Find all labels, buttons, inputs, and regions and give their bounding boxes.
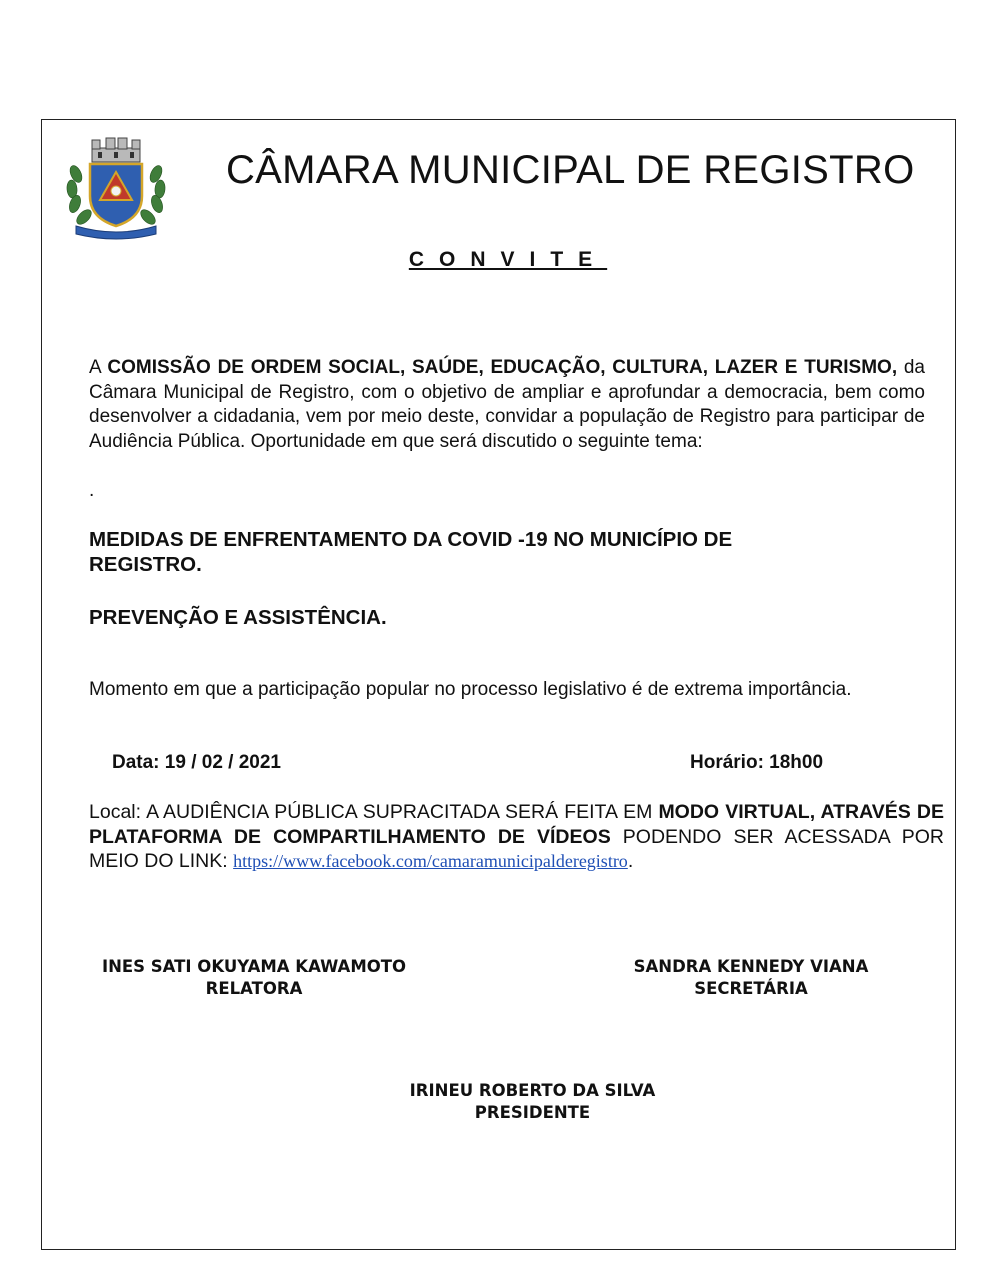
intro-body: da Câmara Municipal de Registro, com o objetivo de ampliar e aprofundar a democracia, bem como desenvolver a cidadania, vem por meio deste, convidar a população de Registro para participar de Audiência Pública. Oportunidade em que será discutido o seguinte tema: [89, 357, 925, 452]
separator-dot: . [89, 480, 95, 501]
signature-presidente [380, 1080, 685, 1124]
signatory-role: RELATORA [205, 979, 303, 998]
committee-name: COMISSÃO DE ORDEM SOCIAL, SAÚDE, EDUCAÇÃO, CULTURA, LAZER E TURISMO, [107, 357, 898, 378]
signature-secretaria [620, 956, 882, 1000]
topic-line: MEDIDAS DE ENFRENTAMENTO DA COVID -19 NO MUNICÍPIO DE REGISTRO. [89, 528, 733, 576]
event-date: Data: 19 / 02 / 2021 [112, 752, 281, 773]
location-paragraph [89, 800, 944, 874]
local-text-1: Local: A AUDIÊNCIA PÚBLICA SUPRACITADA SERÁ FEITA EM [89, 801, 659, 823]
heading-text: CONVITE [408, 248, 608, 271]
local-text-2: PODENDO SER ACESSADA POR MEIO DO LINK: [89, 825, 944, 872]
document-heading [0, 248, 989, 272]
signatory-role: PRESIDENTE [474, 1103, 591, 1122]
signature-relatora [89, 956, 419, 1000]
facebook-link[interactable]: https://www.facebook.com/camaramunicipalderegistro [233, 851, 628, 871]
signatory-name: IRINEU ROBERTO DA SILVA [409, 1081, 656, 1100]
topic-line: PREVENÇÃO E ASSISTÊNCIA. [89, 606, 387, 629]
page-title: CÂMARA MUNICIPAL DE REGISTRO [226, 148, 915, 192]
moment-statement: Momento em que a participação popular no processo legislativo é de extrema importância. [89, 679, 852, 700]
signatory-role: SECRETÁRIA [694, 979, 808, 998]
intro-prefix: A [89, 357, 108, 378]
local-mode: MODO VIRTUAL, ATRAVÉS DE PLATAFORMA DE COMPARTILHAMENTO DE VÍDEOS [89, 801, 944, 848]
event-time: Horário: 18h00 [690, 752, 824, 773]
local-end: . [627, 850, 634, 872]
signatory-name: INES SATI OKUYAMA KAWAMOTO [101, 957, 407, 976]
signatory-name: SANDRA KENNEDY VIANA [633, 957, 869, 976]
intro-paragraph [89, 356, 925, 454]
coat-of-arms-icon [62, 134, 170, 242]
